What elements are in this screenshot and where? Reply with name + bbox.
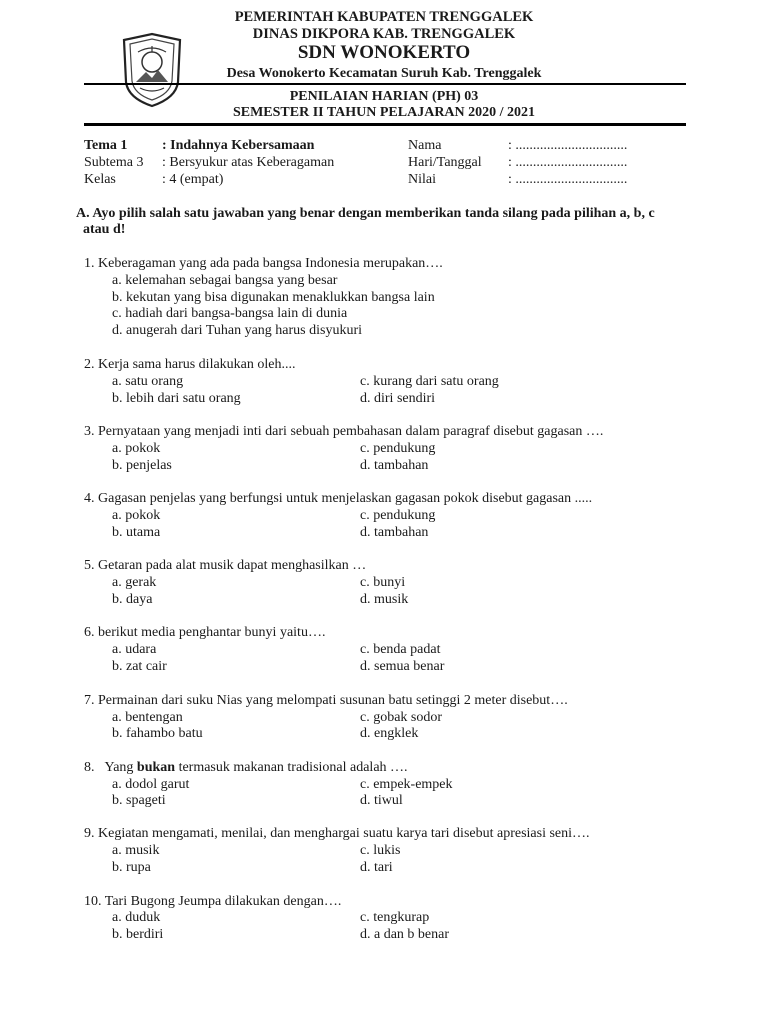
section-instruction-cont: atau d! xyxy=(83,222,126,237)
q6-option-d[interactable]: d. semua benar xyxy=(360,659,445,674)
q8-option-b[interactable]: b. spageti xyxy=(112,793,166,808)
q7-option-b[interactable]: b. fahambo batu xyxy=(112,726,203,741)
nama-label: Nama xyxy=(408,138,442,153)
q10-option-b[interactable]: b. berdiri xyxy=(112,927,164,942)
q1-option-b[interactable]: b. kekutan yang bisa digunakan menaklukkan bangsa lain xyxy=(112,290,435,305)
question-9: 9. Kegiatan mengamati, menilai, dan menghargai suatu karya tari disebut apresiasi seni…. xyxy=(84,826,590,841)
q2-option-d[interactable]: d. diri sendiri xyxy=(360,391,436,406)
tema-value: : Indahnya Kebersamaan xyxy=(162,138,315,153)
q10-option-a[interactable]: a. duduk xyxy=(112,910,161,925)
q9-option-d[interactable]: d. tari xyxy=(360,860,393,875)
question-5: 5. Getaran pada alat musik dapat menghasilkan … xyxy=(84,558,367,573)
question-8-pre: 8. Yang xyxy=(84,760,137,775)
q6-option-c[interactable]: c. benda padat xyxy=(360,642,441,657)
q5-option-c[interactable]: c. bunyi xyxy=(360,575,406,590)
q3-option-d[interactable]: d. tambahan xyxy=(360,458,429,473)
q3-option-a[interactable]: a. pokok xyxy=(112,441,161,456)
q7-option-d[interactable]: d. engklek xyxy=(360,726,419,741)
q9-option-a[interactable]: a. musik xyxy=(112,843,160,858)
q7-option-a[interactable]: a. bentengan xyxy=(112,710,183,725)
nilai-field[interactable]: : ................................ xyxy=(508,172,628,187)
q10-option-d[interactable]: d. a dan b benar xyxy=(360,927,450,942)
nilai-label: Nilai xyxy=(408,172,436,187)
tema-label: Tema 1 xyxy=(84,138,128,153)
hari-tanggal-field[interactable]: : ................................ xyxy=(508,155,628,170)
kelas-value: : 4 (empat) xyxy=(162,172,224,187)
question-3: 3. Pernyataan yang menjadi inti dari sebuah pembahasan dalam paragraf disebut gagasan …. xyxy=(84,424,604,439)
header-address: Desa Wonokerto Kecamatan Suruh Kab. Trenggalek xyxy=(226,66,542,81)
header-divider-top xyxy=(84,83,686,85)
q6-option-a[interactable]: a. udara xyxy=(112,642,157,657)
header-divider-bottom xyxy=(84,123,686,126)
q4-option-d[interactable]: d. tambahan xyxy=(360,525,429,540)
section-instruction: A. Ayo pilih salah satu jawaban yang benar dengan memberikan tanda silang pada pilihan a, b, c xyxy=(76,206,655,221)
header-department: DINAS DIKPORA KAB. TRENGGALEK xyxy=(252,26,516,42)
header-government: PEMERINTAH KABUPATEN TRENGGALEK xyxy=(234,9,534,25)
q2-option-a[interactable]: a. satu orang xyxy=(112,374,184,389)
q5-option-d[interactable]: d. musik xyxy=(360,592,409,607)
q8-option-d[interactable]: d. tiwul xyxy=(360,793,403,808)
q2-option-c[interactable]: c. kurang dari satu orang xyxy=(360,374,499,389)
kelas-label: Kelas xyxy=(84,172,116,187)
q1-option-a[interactable]: a. kelemahan sebagai bangsa yang besar xyxy=(112,273,338,288)
q1-option-c[interactable]: c. hadiah dari bangsa-bangsa lain di dunia xyxy=(112,306,348,321)
q3-option-b[interactable]: b. penjelas xyxy=(112,458,172,473)
question-4: 4. Gagasan penjelas yang berfungsi untuk menjelaskan gagasan pokok disebut gagasan ..... xyxy=(84,491,593,506)
q4-option-a[interactable]: a. pokok xyxy=(112,508,161,523)
subtema-label: Subtema 3 xyxy=(84,155,144,170)
q2-option-b[interactable]: b. lebih dari satu orang xyxy=(112,391,241,406)
question-6: 6. berikut media penghantar bunyi yaitu…. xyxy=(84,625,326,640)
q1-option-d[interactable]: d. anugerah dari Tuhan yang harus disyukuri xyxy=(112,323,363,338)
question-8-emphasis: bukan xyxy=(136,760,176,775)
q3-option-c[interactable]: c. pendukung xyxy=(360,441,436,456)
q9-option-b[interactable]: b. rupa xyxy=(112,860,151,875)
q8-option-a[interactable]: a. dodol garut xyxy=(112,777,190,792)
q4-option-b[interactable]: b. utama xyxy=(112,525,161,540)
hari-tanggal-label: Hari/Tanggal xyxy=(408,155,482,170)
question-8-post: termasuk makanan tradisional adalah …. xyxy=(175,760,408,775)
exam-title: PENILAIAN HARIAN (PH) 03 xyxy=(289,89,479,104)
q10-option-c[interactable]: c. tengkurap xyxy=(360,910,430,925)
q7-option-c[interactable]: c. gobak sodor xyxy=(360,710,443,725)
question-7: 7. Permainan dari suku Nias yang melompati susunan batu setinggi 2 meter disebut…. xyxy=(84,693,568,708)
question-1: 1. Keberagaman yang ada pada bangsa Indonesia merupakan…. xyxy=(84,256,443,271)
question-2: 2. Kerja sama harus dilakukan oleh.... xyxy=(84,357,296,372)
q5-option-b[interactable]: b. daya xyxy=(112,592,153,607)
header-school-name: SDN WONOKERTO xyxy=(297,42,471,63)
q4-option-c[interactable]: c. pendukung xyxy=(360,508,436,523)
nama-field[interactable]: : ................................ xyxy=(508,138,628,153)
q9-option-c[interactable]: c. lukis xyxy=(360,843,401,858)
subtema-value: : Bersyukur atas Keberagaman xyxy=(162,155,335,170)
question-8 xyxy=(84,760,408,777)
question-10: 10. Tari Bugong Jeumpa dilakukan dengan…. xyxy=(84,894,342,909)
exam-semester: SEMESTER II TAHUN PELAJARAN 2020 / 2021 xyxy=(232,105,536,120)
q8-option-c[interactable]: c. empek-empek xyxy=(360,777,453,792)
q6-option-b[interactable]: b. zat cair xyxy=(112,659,167,674)
q5-option-a[interactable]: a. gerak xyxy=(112,575,157,590)
